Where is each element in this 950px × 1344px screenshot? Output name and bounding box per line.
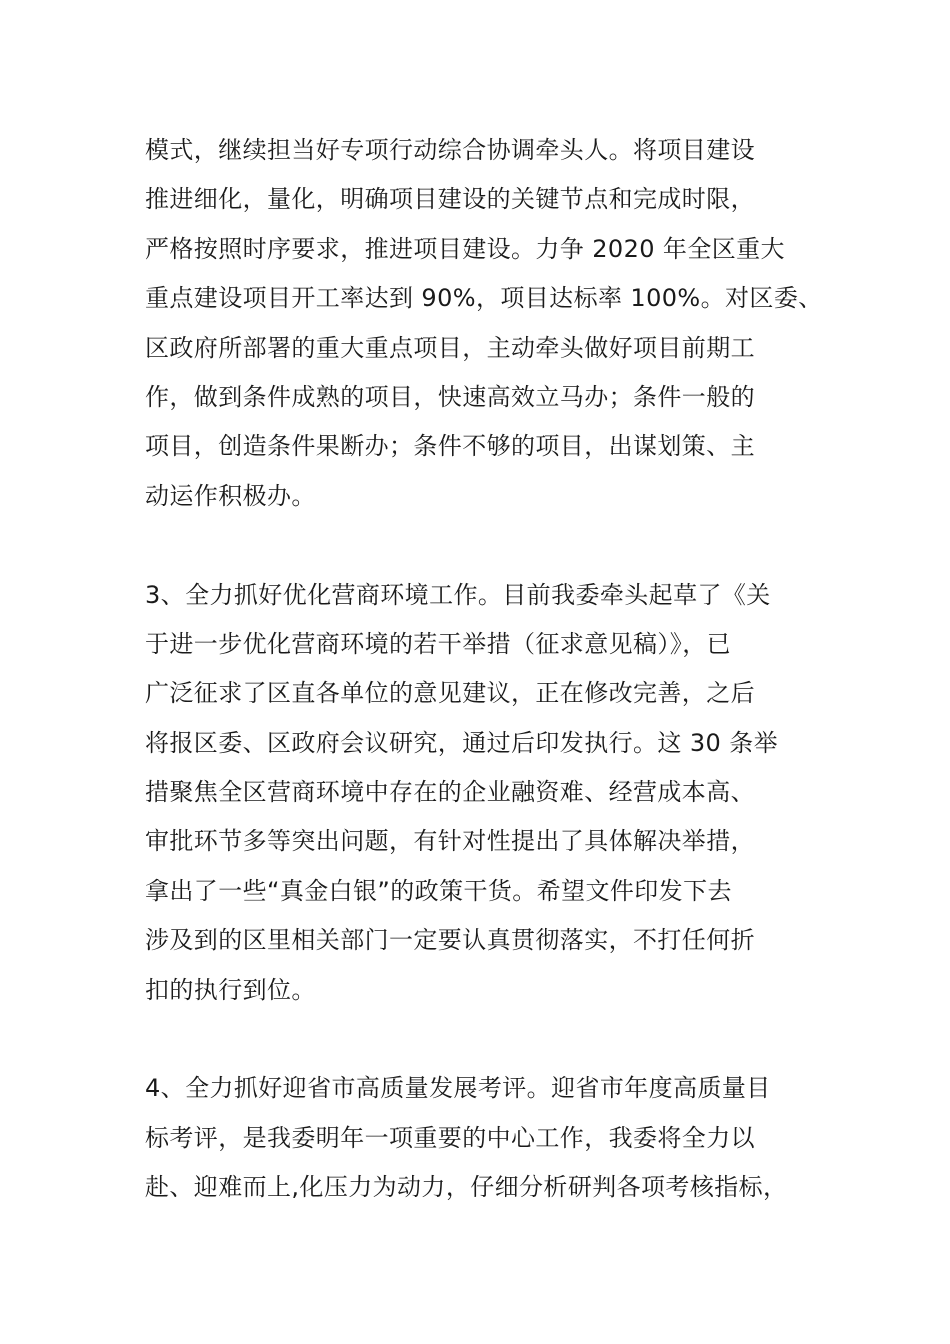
text-line: 扣的执行到位。 <box>145 975 316 1004</box>
text-line: 赴、迎难而上,化压力为动力，仔细分析研判各项考核指标， <box>145 1173 788 1202</box>
text-line: 4、全力抓好迎省市高质量发展考评。迎省市年度高质量目 <box>145 1074 771 1103</box>
text-line: 模式，继续担当好专项行动综合协调牵头人。将项目建设 <box>145 136 755 164</box>
text-line: 涉及到的区里相关部门一定要认真贯彻落实，不打任何折 <box>145 926 755 955</box>
paragraph-quality-assessment <box>145 1064 825 1212</box>
text-line: 于进一步优化营商环境的若干举措（征求意见稿）》，已 <box>145 629 731 658</box>
text-line: 作，做到条件成熟的项目，快速高效立马办；条件一般的 <box>145 382 755 411</box>
text-line: 拿出了一些“真金白银”的政策干货。希望文件印发下去 <box>145 876 732 905</box>
document-body <box>145 126 825 1213</box>
paragraph-business-environment <box>145 571 825 1016</box>
text-line: 项目，创造条件果断办；条件不够的项目，出谋划策、主 <box>145 432 755 461</box>
paragraph-spacer <box>145 521 825 570</box>
text-line: 推进细化，量化，明确项目建设的关键节点和完成时限， <box>145 185 755 214</box>
text-line: 重点建设项目开工率达到 90%，项目达标率 100%。对区委、 <box>145 284 823 313</box>
text-line: 将报区委、区政府会议研究，通过后印发执行。这 30 条举 <box>145 728 778 757</box>
text-line: 标考评，是我委明年一项重要的中心工作，我委将全力以 <box>145 1123 755 1152</box>
text-line: 审批环节多等突出问题，有针对性提出了具体解决举措， <box>145 827 755 856</box>
text-line: 严格按照时序要求，推进项目建设。力争 2020 年全区重大 <box>145 234 785 263</box>
text-line: 措聚焦全区营商环境中存在的企业融资难、经营成本高、 <box>145 778 755 807</box>
text-line: 3、全力抓好优化营商环境工作。目前我委牵头起草了《关 <box>145 580 771 609</box>
text-line: 动运作积极办。 <box>145 481 316 510</box>
paragraph-project-construction <box>145 126 825 521</box>
paragraph-spacer <box>145 1015 825 1064</box>
text-line: 广泛征求了区直各单位的意见建议，正在修改完善，之后 <box>145 679 755 708</box>
text-line: 区政府所部署的重大重点项目，主动牵头做好项目前期工 <box>145 333 755 362</box>
